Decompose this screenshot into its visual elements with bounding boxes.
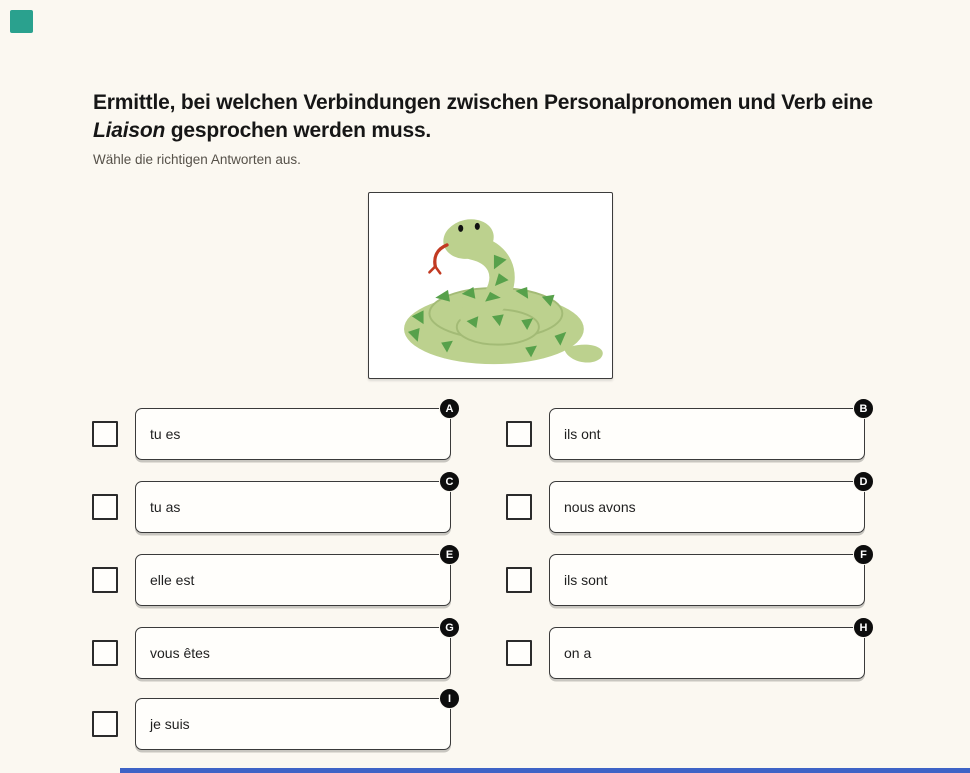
option-box-e[interactable] — [135, 548, 454, 606]
option-checkbox-d[interactable] — [506, 494, 532, 520]
option-checkbox-e[interactable] — [92, 567, 118, 593]
option-checkbox-h[interactable] — [506, 640, 532, 666]
option-checkbox-g[interactable] — [92, 640, 118, 666]
option-badge-d: D — [853, 471, 874, 492]
option-label-f: ils sont — [564, 572, 608, 588]
option-badge-a: A — [439, 398, 460, 419]
task-title-italic-term: Liaison — [93, 118, 166, 142]
option-label-i: je suis — [150, 716, 190, 732]
option-box-d[interactable] — [549, 475, 868, 533]
option-box-c[interactable] — [135, 475, 454, 533]
task-title — [93, 89, 893, 145]
task-title-text: Ermittle, bei welchen Verbindungen zwischen Personalpronomen und Verb eine — [93, 91, 873, 114]
option-label-c: tu as — [150, 499, 181, 515]
option-checkbox-i[interactable] — [92, 711, 118, 737]
illustration-frame — [368, 192, 613, 379]
option-badge-c: C — [439, 471, 460, 492]
option-box-b[interactable] — [549, 402, 868, 460]
option-checkbox-b[interactable] — [506, 421, 532, 447]
option-badge-f: F — [853, 544, 874, 565]
option-label-g: vous êtes — [150, 645, 210, 661]
option-label-a: tu es — [150, 426, 181, 442]
option-checkbox-a[interactable] — [92, 421, 118, 447]
progress-bar — [120, 768, 970, 773]
snake-image — [378, 200, 604, 372]
option-label-e: elle est — [150, 572, 195, 588]
task-title-text-end: gesprochen werden muss. — [165, 118, 432, 142]
option-badge-i: I — [439, 688, 460, 709]
option-box-i[interactable] — [135, 692, 452, 750]
option-label-h: on a — [564, 645, 592, 661]
brand-corner-square — [10, 10, 33, 33]
option-box-g[interactable] — [135, 621, 454, 679]
option-label-d: nous avons — [564, 499, 636, 515]
option-badge-b: B — [853, 398, 874, 419]
option-label-b: ils ont — [564, 426, 601, 442]
option-badge-h: H — [853, 617, 874, 638]
option-box-a[interactable] — [135, 402, 454, 460]
option-badge-e: E — [439, 544, 460, 565]
option-checkbox-c[interactable] — [92, 494, 118, 520]
option-box-f[interactable] — [549, 548, 867, 606]
task-instruction: Wähle die richtigen Antworten aus. — [93, 152, 301, 167]
option-box-h[interactable] — [549, 621, 868, 679]
option-badge-g: G — [439, 617, 460, 638]
option-checkbox-f[interactable] — [506, 567, 532, 593]
